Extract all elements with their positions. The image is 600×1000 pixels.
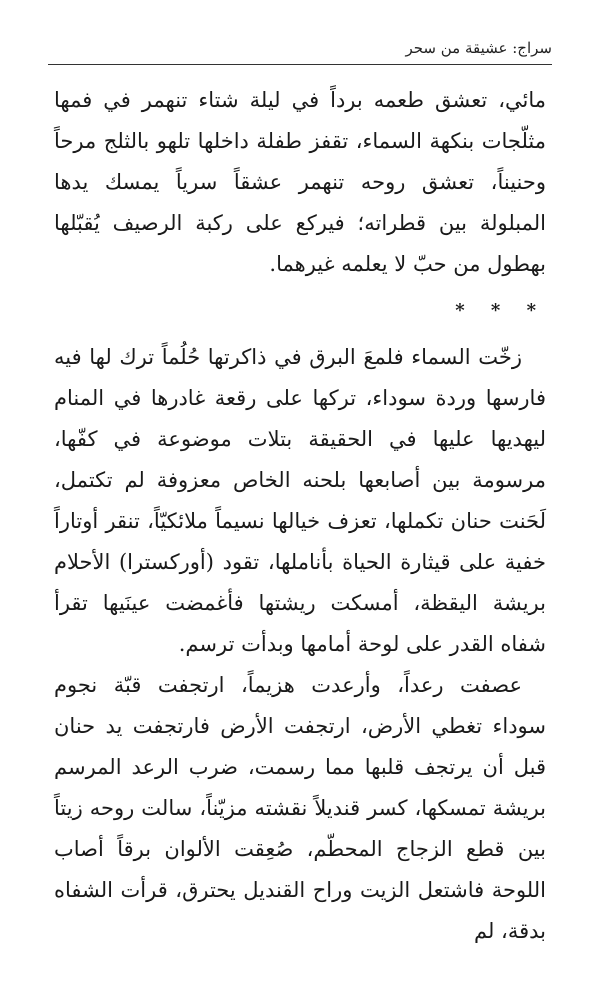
header-divider	[48, 64, 552, 65]
paragraph: مائي، تعشق طعمه برداً في ليلة شتاء تنهمر في فمها مثلّجات بنكهة السماء، تقفز طفلة داخلها تلهو بالثلج مرحاً وحنيناً، تعشق روحه تنهمر عشقاً سرياً يمسك يدها المبلولة بين قطراته؛ فيركع على ركبة الرصيف يُقبّلها بهطول من حبّ لا يعلمه غيرهما.	[54, 88, 546, 276]
paragraph: عصفت رعداً، وأرعدت هزيماً، ارتجفت قبّة نجوم سوداء تغطي الأرض، ارتجفت الأرض فارتجفت يد حنان قبل أن يرتجف قلبها مما رسمت، ضرب الرعد المرسم بريشة تمسكها، كسر قنديلاً نقشته مزيّناً، سالت روحه زيتاً بين قطع الزجاج المحطّم، صُعِقت الألوان برقاً أصاب اللوحة فاشتعل الزيت وراح القنديل يحترق، قرأت الشفاه بدقة، لم	[54, 673, 546, 943]
running-header: سراج: عشيقة من سحر	[405, 39, 552, 57]
body-text	[54, 80, 546, 952]
paragraph: زخّت السماء فلمعَ البرق في ذاكرتها حُلُماً ترك لها فيه فارسها وردة سوداء، تركها على رقعة غادرها في المنام ليهديها عليها في الحقيقة بتلات موضوعة في كفّها، مرسومة بين أصابعها بلحنه الخاص معزوفة لم تكتمل، لَحَنت حنان تكملها، تعزف خيالها نسيماً ملائكيّاً، تنقر أوتاراً خفية على قيثارة الحياة بأناملها، تقود (أوركسترا) الأحلام بريشة اليقظة، أمسكت ريشتها فأغمضت عينَيها تقرأ شفاه القدر على لوحة أمامها وبدأت ترسم.	[54, 345, 546, 656]
section-separator: * * *	[455, 300, 546, 321]
